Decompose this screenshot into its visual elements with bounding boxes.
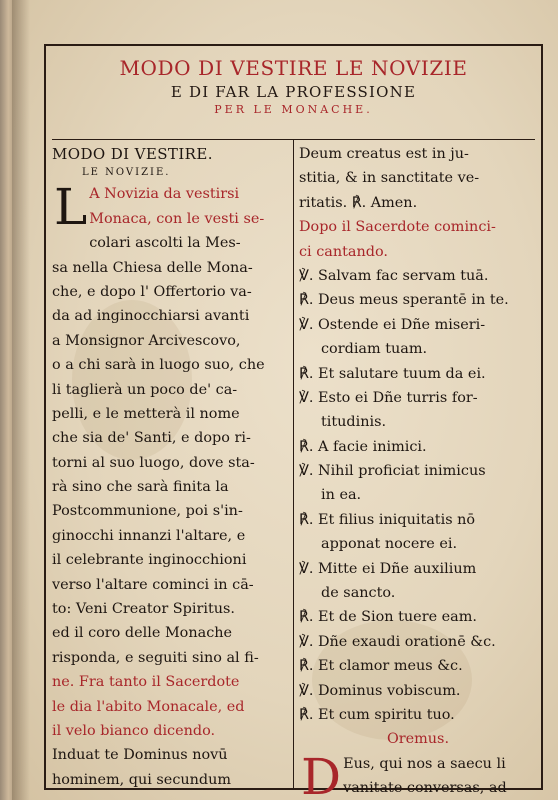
- oremus-heading: Oremus.: [386, 731, 450, 748]
- section-heading: MODO DI VESTIRE.: [52, 145, 213, 163]
- manuscript-page: [12, 0, 558, 800]
- text-line-rubric: le dia l'abito Monacale, ed: [52, 698, 245, 715]
- page-subtitle-rubric: PER LE MONACHE.: [214, 103, 373, 116]
- section-subheading: LE NOVIZIE.: [82, 167, 171, 179]
- text-line-rubric: ci cantando.: [299, 243, 388, 260]
- text-line: A Novizia da vestirsi: [89, 186, 240, 203]
- versicle-line: ℣. Esto ei Dñe turris for-: [299, 389, 478, 406]
- page-gutter-shadow: [12, 0, 30, 800]
- page-title: MODO DI VESTIRE LE NOVIZIE: [119, 56, 468, 80]
- text-line: verso l'altare cominci in cā-: [52, 576, 254, 593]
- response-line: ℟. Et clamor meus &c.: [299, 658, 463, 675]
- versicle-line: ℣. Mitte ei Dñe auxilium: [299, 560, 477, 577]
- versicle-line: ℣. Ostende ei Dñe miseri-: [299, 316, 486, 333]
- text-line: in ea.: [321, 487, 362, 504]
- versicle-line: ℣. Dominus vobiscum.: [299, 682, 461, 699]
- right-column: [299, 142, 537, 800]
- text-line: Monaca, con le vesti se-: [89, 210, 265, 227]
- text-line: titudinis.: [321, 414, 387, 431]
- text-line: Postcommunione, poi s'in-: [52, 503, 243, 520]
- response-line: ℟. Et filius iniquitatis nō: [299, 511, 476, 528]
- response-line: ℟. Deus meus sperantē in te.: [299, 292, 509, 309]
- text-line: stitia, & in sanctitate ve-: [299, 170, 480, 187]
- left-column: [52, 142, 290, 792]
- text-line-rubric: Dopo il Sacerdote cominci-: [299, 219, 496, 236]
- text-line: pelli, e le metterà il nome: [52, 405, 240, 422]
- text-line: da ad inginocchiarsi avanti: [52, 308, 250, 325]
- response-line: ℟. Et de Sion tuere eam.: [299, 609, 477, 626]
- text-line: apponat nocere ei.: [321, 536, 458, 553]
- response-line: ℟. Et salutare tuum da ei.: [299, 365, 486, 382]
- text-line: Deum creatus est in ju-: [299, 146, 469, 162]
- text-line: hominem, qui secundum: [52, 771, 232, 788]
- text-line: de sancto.: [321, 585, 396, 602]
- text-line-rubric: ne. Fra tanto il Sacerdote: [52, 674, 240, 691]
- text-line: colari ascolti la Mes-: [89, 235, 241, 252]
- text-line: Eus, qui nos a saecu li: [343, 755, 506, 772]
- text-line: o a chi sarà in luogo suo, che: [52, 357, 265, 374]
- text-line-rubric: il velo bianco dicendo.: [52, 722, 216, 739]
- versicle-line: ℣. Salvam fac servam tuā.: [299, 267, 489, 284]
- text-line: ed il coro delle Monache: [52, 625, 233, 642]
- text-line: torni al suo luogo, dove sta-: [52, 454, 255, 471]
- text-line: cordiam tuam.: [321, 341, 428, 358]
- text-line: ritatis. ℟. Amen.: [299, 194, 418, 211]
- text-line: rà sino che sarà finita la: [52, 479, 229, 496]
- text-line: ginocchi innanzi l'altare, e: [52, 527, 246, 544]
- text-line: to: Veni Creator Spiritus.: [52, 601, 235, 618]
- column-divider: [293, 139, 294, 788]
- text-line: Induat te Dominus novū: [52, 747, 228, 764]
- page-header: [46, 56, 541, 116]
- page-subtitle: E DI FAR LA PROFESSIONE: [170, 83, 417, 101]
- text-line: sa nella Chiesa delle Mona-: [52, 259, 253, 276]
- text-line: li taglierà un poco de' ca-: [52, 381, 238, 398]
- text-line: risponda, e seguiti sino al fi-: [52, 649, 259, 666]
- text-frame: [44, 44, 543, 800]
- text-line: che, e dopo l' Offertorio va-: [52, 283, 252, 300]
- drop-cap-initial: L: [54, 178, 88, 237]
- text-line: che sia de' Santi, e dopo ri-: [52, 430, 251, 447]
- versicle-line: ℣. Nihil proficiat inimicus: [299, 463, 486, 480]
- response-line: ℟. A facie inimici.: [299, 438, 427, 455]
- text-line: il celebrante inginocchioni: [52, 552, 247, 569]
- drop-cap-initial: D: [301, 747, 342, 800]
- text-line: a Monsignor Arcivescovo,: [52, 332, 241, 349]
- response-line: ℟. Et cum spiritu tuo.: [299, 706, 455, 723]
- versicle-line: ℣. Dñe exaudi orationē &c.: [299, 633, 496, 650]
- text-line: vanitate conversas, ad: [343, 780, 507, 797]
